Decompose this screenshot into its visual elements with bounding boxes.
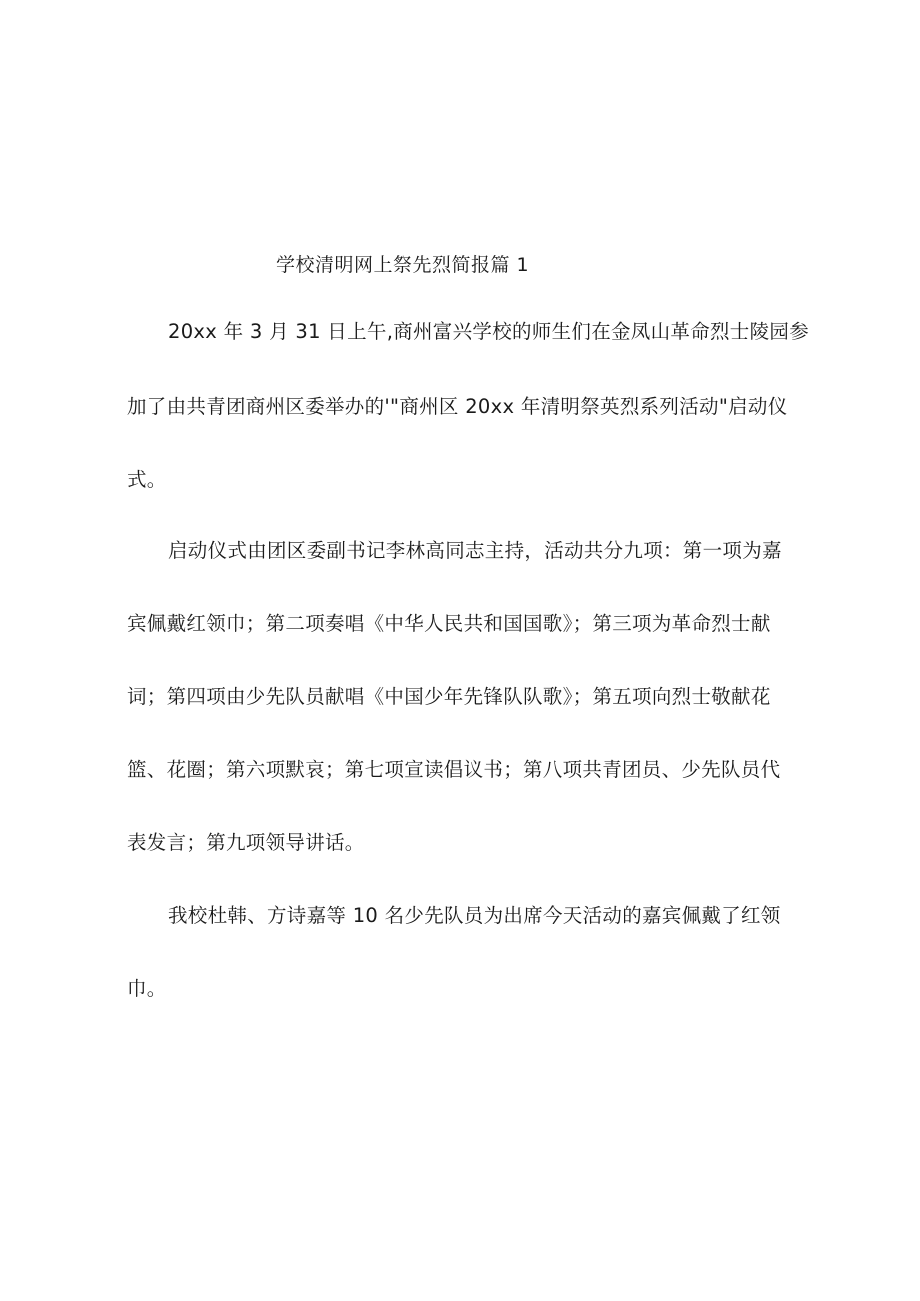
document-title: 学校清明网上祭先烈简报篇 1 — [276, 254, 530, 276]
paragraph-line: 启动仪式由团区委副书记李林高同志主持，活动共分九项：第一项为嘉 — [168, 539, 782, 562]
paragraph-line: 表发言；第九项领导讲话。 — [127, 831, 365, 854]
paragraph-line: 式。 — [127, 468, 167, 491]
paragraph-line: 篮、花圈；第六项默哀；第七项宣读倡议书；第八项共青团员、少先队员代 — [127, 758, 781, 781]
paragraph-line: 巾。 — [127, 977, 167, 1000]
paragraph-line: 词；第四项由少先队员献唱《中国少年先锋队队歌》；第五项向烈士敬献花 — [127, 685, 771, 708]
paragraph-line: 我校杜韩、方诗嘉等 10 名少先队员为出席今天活动的嘉宾佩戴了红领 — [168, 904, 781, 927]
paragraph-line: 20xx 年 3 月 31 日上午,商州富兴学校的师生们在金凤山革命烈士陵园参 — [168, 320, 810, 343]
paragraph-line: 加了由共青团商州区委举办的'"商州区 20xx 年清明祭英烈系列活动"启动仪 — [127, 395, 788, 418]
paragraph-line: 宾佩戴红领巾；第二项奏唱《中华人民共和国国歌》；第三项为革命烈士献 — [127, 612, 771, 635]
